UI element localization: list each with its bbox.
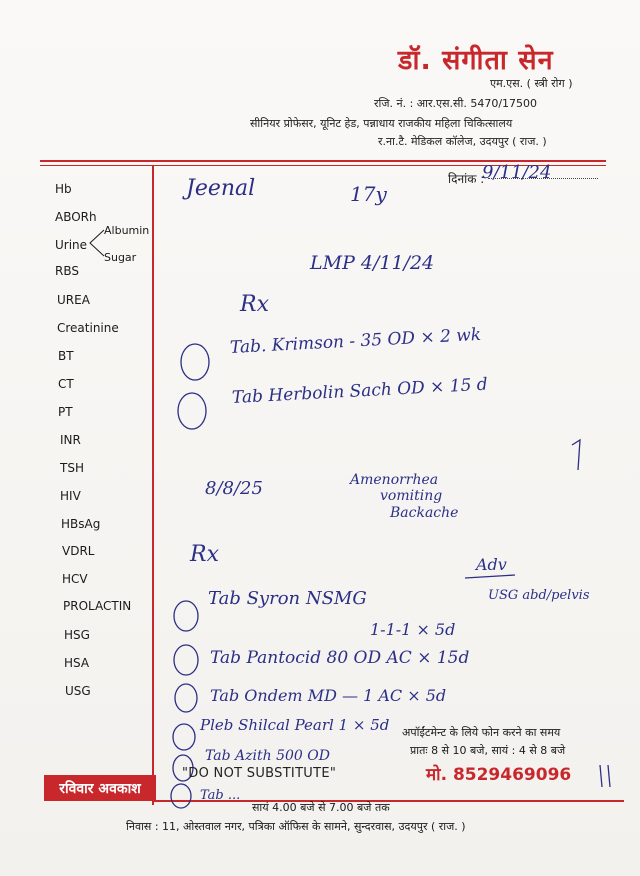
appointment-line-1: अपॉईंटमेन्ट के लिये फोन करने का समय — [402, 726, 561, 739]
rx-item-3b: USG abd/pelvis — [488, 588, 590, 603]
test-bt: BT — [58, 349, 74, 363]
qualification: एम.एस. ( स्त्री रोग ) — [490, 77, 573, 90]
registration-number: रजि. नं. : आर.एस.सी. 5470/17500 — [374, 97, 538, 110]
rx-item-2: Tab Herbolin Sach OD × 15 d — [231, 374, 489, 408]
lmp-note: LMP 4/11/24 — [310, 252, 435, 274]
test-hiv: HIV — [60, 489, 81, 503]
designation: सीनियर प्रोफेसर, यूनिट हेड, पन्नाधाय राजकीय महिला चिकित्सालय — [250, 117, 513, 130]
test-urine: Urine — [55, 238, 88, 252]
test-hb: Hb — [55, 182, 72, 196]
test-pt: PT — [58, 405, 73, 419]
rx-item-4: Tab Pantocid 80 OD AC × 15d — [210, 648, 470, 668]
test-hcv: HCV — [62, 572, 88, 586]
test-inr: INR — [60, 433, 81, 447]
test-sugar: Sugar — [104, 251, 137, 264]
complaint-1: Amenorrhea — [350, 472, 439, 488]
evening-hours: सायं 4.00 बजे से 7.00 बजे तक — [252, 801, 390, 814]
appointment-line-2: प्रातः 8 से 10 बजे, सायं : 4 से 8 बजे — [410, 744, 566, 757]
test-tsh: TSH — [60, 461, 84, 475]
test-ct: CT — [58, 377, 74, 391]
rx-item-7: Tab Azith 500 OD — [205, 748, 330, 764]
test-hsa: HSA — [64, 656, 90, 670]
test-vdrl: VDRL — [62, 544, 95, 558]
date-label: दिनांक : — [448, 172, 485, 186]
complaint-3: Backache — [390, 505, 459, 521]
test-prolactin: PROLACTIN — [63, 599, 132, 613]
test-urea: UREA — [57, 293, 90, 307]
doctor-name: डॉ. संगीता सेन — [398, 45, 554, 76]
advice-label: Adv — [476, 555, 507, 574]
test-rbs: RBS — [55, 264, 79, 278]
rx-item-6: Pleb Shilcal Pearl 1 × 5d — [200, 716, 390, 734]
rx-symbol-2: Rx — [190, 542, 219, 567]
test-aborh: ABORh — [55, 210, 97, 224]
college: र.ना.टै. मेडिकल कॉलेज, उदयपुर ( राज. ) — [378, 135, 547, 148]
test-hbsag: HBsAg — [61, 517, 101, 531]
complaint-2: vomiting — [380, 488, 443, 504]
test-albumin: Albumin — [104, 224, 150, 237]
rx-item-3: Tab Syron NSMG — [208, 588, 367, 609]
residence-address: निवास : 11, ओस्तवाल नगर, पत्रिका ऑफिस के सामने, सुन्दरवास, उदयपुर ( राज. ) — [126, 820, 466, 833]
mobile-number: मो. 8529469096 — [426, 765, 572, 785]
rx-item-1: Tab. Krimson - 35 OD × 2 wk — [229, 324, 482, 358]
rx-symbol-1: Rx — [240, 292, 269, 317]
test-hsg: HSG — [64, 628, 90, 642]
sunday-off-badge: रविवार अवकाश — [44, 775, 156, 801]
do-not-substitute: "DO NOT SUBSTITUTE" — [182, 766, 337, 781]
test-usg: USG — [65, 684, 91, 698]
rx-item-8: Tab ... — [200, 788, 241, 803]
rx-dose-3: 1-1-1 × 5d — [370, 620, 456, 639]
rx-item-5: Tab Ondem MD — 1 AC × 5d — [210, 686, 447, 705]
patient-age: 17y — [350, 182, 387, 206]
date-value: 9/11/24 — [482, 162, 552, 183]
test-creatinine: Creatinine — [57, 321, 119, 335]
followup-date: 8/8/25 — [205, 478, 263, 499]
patient-name: Jeenal — [186, 176, 256, 201]
